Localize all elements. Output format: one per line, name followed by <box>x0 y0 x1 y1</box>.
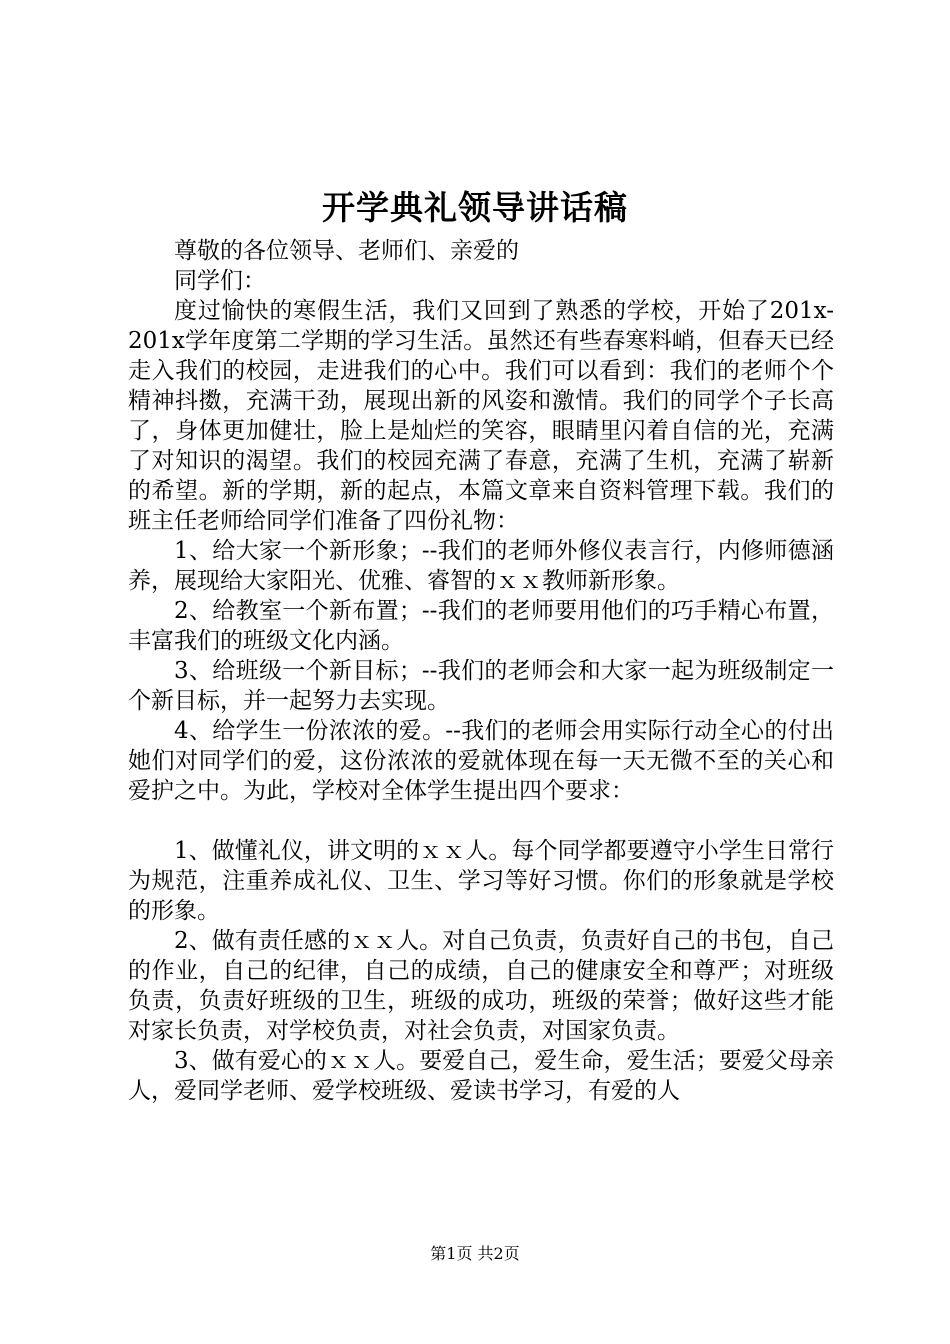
document-body <box>128 236 834 1106</box>
salutation-line-1: 尊敬的各位领导、老师们、亲爱的 <box>174 238 519 264</box>
paragraph-requirement-2: 2、做有责任感的ｘｘ人。对自己负责，负责好自己的书包，自己的作业，自己的纪律，自己的成绩，自己的健康安全和尊严；对班级负责，负责好班级的卫生，班级的成功，班级的荣誉；做好这些才能对家长负责，对学校负责，对社会负责，对国家负责。 <box>128 928 834 1044</box>
paragraph-gift-3: 3、给班级一个新目标；--我们的老师会和大家一起为班级制定一个新目标，并一起努力去实现。 <box>128 658 834 714</box>
paragraph-intro: 度过愉快的寒假生活，我们又回到了熟悉的学校，开始了201x-201x学年度第二学期的学习生活。虽然还有些春寒料峭，但春天已经走入我们的校园，走进我们的心中。我们可以看到：我们的老师个个精神抖擞，充满干劲，展现出新的风姿和激情。我们的同学个子长高了，身体更加健壮，脸上是灿烂的笑容，眼睛里闪着自信的光，充满了对知识的渴望。我们的校园充满了春意，充满了生机，充满了崭新的希望。新的学期，新的起点，本篇文章来自资料管理下载。我们的班主任老师给同学们准备了四份礼物： <box>128 298 834 534</box>
paragraph-gap <box>128 806 834 836</box>
paragraph-gift-4: 4、给学生一份浓浓的爱。--我们的老师会用实际行动全心的付出她们对同学们的爱，这份浓浓的爱就体现在每一天无微不至的关心和爱护之中。为此，学校对全体学生提出四个要求： <box>128 718 834 804</box>
salutation-line-2: 同学们： <box>174 268 266 294</box>
paragraph-gift-2: 2、给教室一个新布置；--我们的老师要用他们的巧手精心布置，丰富我们的班级文化内涵。 <box>128 598 834 654</box>
document-title: 开学典礼领导讲话稿 <box>322 188 628 227</box>
paragraph-gift-1: 1、给大家一个新形象；--我们的老师外修仪表言行，内修师德涵养，展现给大家阳光、优雅、睿智的ｘｘ教师新形象。 <box>128 538 834 594</box>
paragraph-requirement-1: 1、做懂礼仪，讲文明的ｘｘ人。每个同学都要遵守小学生日常行为规范，注重养成礼仪、卫生、学习等好习惯。你们的形象就是学校的形象。 <box>128 838 834 924</box>
paragraph-requirement-3: 3、做有爱心的ｘｘ人。要爱自己，爱生命，爱生活；要爱父母亲人，爱同学老师、爱学校班级、爱读书学习，有爱的人 <box>128 1048 834 1104</box>
page-indicator: 第1页 共2页 <box>430 1244 520 1263</box>
